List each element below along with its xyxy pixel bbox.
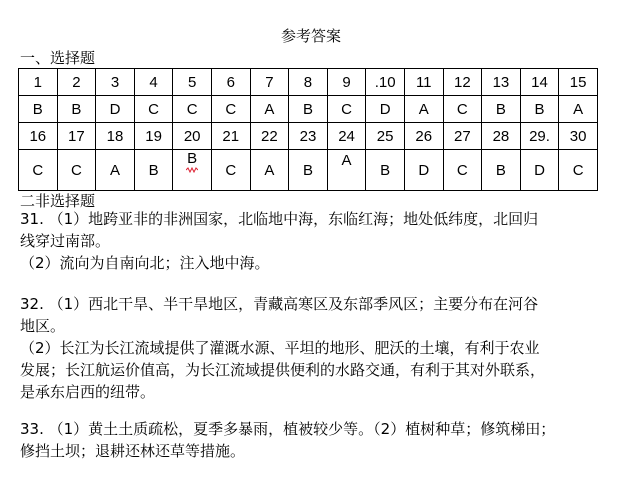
- answer-cell: B: [19, 96, 58, 123]
- question-number: 15: [559, 69, 598, 96]
- question-number: 8: [289, 69, 328, 96]
- question-number: 14: [520, 69, 559, 96]
- answer-cell: C: [57, 150, 96, 191]
- answer-cell: A: [327, 150, 366, 191]
- question-number: 30: [559, 123, 598, 150]
- question-number: 24: [327, 123, 366, 150]
- question-number: 23: [289, 123, 328, 150]
- answer-cell: A: [250, 150, 289, 191]
- question-number: 12: [443, 69, 482, 96]
- answer-line: 33. （1）黄土土质疏松，夏季多暴雨，植被较少等。（2）植树种草；修筑梯田；: [20, 420, 556, 438]
- answer-cell: D: [520, 150, 559, 191]
- question-number: 3: [96, 69, 135, 96]
- question-number: .10: [366, 69, 405, 96]
- answer-cell: C: [19, 150, 58, 191]
- answer-line: （2）流向为自南向北；注入地中海。: [20, 254, 270, 272]
- question-number: 18: [96, 123, 135, 150]
- answer-cell: C: [327, 96, 366, 123]
- question-number: 16: [19, 123, 58, 150]
- question-number: 2: [57, 69, 96, 96]
- answer-cell: A: [250, 96, 289, 123]
- question-number: 19: [134, 123, 173, 150]
- answer-line: 线穿过南部。: [20, 232, 111, 250]
- question-number: 1: [19, 69, 58, 96]
- question-number: 11: [404, 69, 443, 96]
- answer-cell: D: [404, 150, 443, 191]
- question-number: 9: [327, 69, 366, 96]
- answer-text: B: [187, 150, 198, 167]
- answer-cell: A: [559, 96, 598, 123]
- question-number: 21: [211, 123, 250, 150]
- answer-cell: B: [57, 96, 96, 123]
- question-number: 25: [366, 123, 405, 150]
- question-number: 27: [443, 123, 482, 150]
- answer-cell: B: [520, 96, 559, 123]
- answer-32: [20, 293, 545, 403]
- question-number: 20: [173, 123, 212, 150]
- question-number: 17: [57, 123, 96, 150]
- table-row: [19, 150, 598, 191]
- spellcheck-squiggle-icon: [186, 167, 198, 173]
- answer-line: 发展；长江航运价值高，为长江流域提供便利的水路交通，有利于其对外联系，: [20, 361, 546, 379]
- answer-cell: B: [289, 96, 328, 123]
- answer-cell: B: [482, 96, 521, 123]
- answer-cell: B: [134, 150, 173, 191]
- answer-line: （2）长江为长江流域提供了灌溉水源、平坦的地形、肥沃的土壤，有利于农业: [20, 339, 540, 357]
- answer-cell: C: [559, 150, 598, 191]
- answer-cell: D: [366, 96, 405, 123]
- answer-cell: B: [482, 150, 521, 191]
- answer-cell: B: [366, 150, 405, 191]
- answer-line: 是承东启西的纽带。: [20, 383, 156, 401]
- section-heading-nonchoice: 二非选择题: [20, 192, 96, 210]
- answer-cell: C: [211, 150, 250, 191]
- question-number: 13: [482, 69, 521, 96]
- answer-cell: D: [96, 96, 135, 123]
- answer-cell: C: [134, 96, 173, 123]
- answer-line: 地区。: [20, 317, 66, 335]
- answer-line: 32. （1）西北干旱、半干旱地区，青藏高寒区及东部季风区；主要分布在河谷: [20, 295, 539, 313]
- question-number: 5: [173, 69, 212, 96]
- question-number: 4: [134, 69, 173, 96]
- question-number: 22: [250, 123, 289, 150]
- section-heading-choice: 一、选择题: [20, 49, 96, 67]
- question-number: 7: [250, 69, 289, 96]
- answer-line: 31. （1）地跨亚非的非洲国家，北临地中海，东临红海；地处低纬度，北回归: [20, 210, 539, 228]
- question-number: 28: [482, 123, 521, 150]
- answer-table: [18, 68, 598, 191]
- answer-cell: C: [211, 96, 250, 123]
- question-number: 29.: [520, 123, 559, 150]
- page-title: 参考答案: [280, 27, 341, 45]
- answer-33: [20, 418, 555, 462]
- question-number: 26: [404, 123, 443, 150]
- answer-cell: B: [289, 150, 328, 191]
- answer-cell: C: [443, 150, 482, 191]
- table-row: [19, 96, 598, 123]
- answer-31: [20, 208, 538, 274]
- answer-line: 修挡土坝；退耕还林还草等措施。: [20, 442, 246, 460]
- answer-cell: A: [404, 96, 443, 123]
- table-row: [19, 69, 598, 96]
- answer-cell: A: [96, 150, 135, 191]
- answer-cell: C: [443, 96, 482, 123]
- question-number: 6: [211, 69, 250, 96]
- table-row: [19, 123, 598, 150]
- answer-cell-marked: [173, 150, 212, 191]
- answer-cell: C: [173, 96, 212, 123]
